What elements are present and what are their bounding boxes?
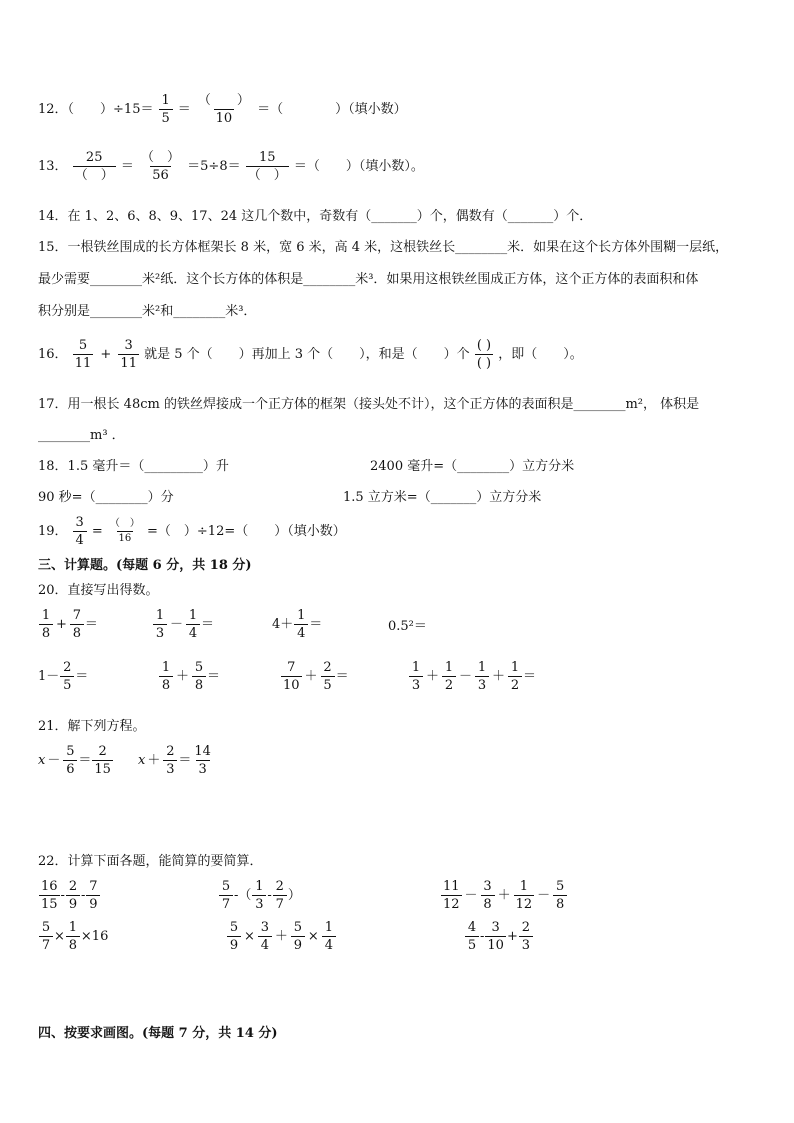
q20-expr-6: $\frac{1}{8}$ ＋ $\frac{5}{8}$ ＝ [158, 660, 220, 693]
q20-expr-7: $\frac{7}{10}$ ＋ $\frac{2}{5}$ ＝ [283, 660, 349, 693]
section-4-heading: 四、按要求画图。(每题 7 分，共 14 分) [38, 1026, 278, 1041]
q22-expr-4: $\frac{5}{7}$ × $\frac{1}{8}$ ×16 [38, 920, 108, 953]
question-17-line-1: 17．用一根长 48cm 的铁丝焊接成一个正方体的框架（接头处不计），这个正方体的表面积是________m²， 体积是 [38, 397, 700, 412]
question-22-title: 22．计算下面各题，能简算的要简算． [38, 854, 263, 869]
fraction: $\frac{( )}{16}$ [109, 518, 140, 544]
q20-expr-4: 0.5²＝ [388, 619, 427, 634]
fraction: $\frac{( )}{10}$ [197, 93, 250, 126]
question-17-line-2: ________m³ ． [38, 428, 125, 443]
q21-equation-2: x ＋ $\frac{2}{3}$ ＝ $\frac{14}{3}$ [138, 744, 211, 777]
q22-expr-5: $\frac{5}{9}$ × $\frac{3}{4}$ ＋ $\frac{5}{9}$ × $\frac{1}{4}$ [226, 920, 337, 953]
fraction: $\frac{( )}{56}$ [141, 150, 181, 183]
question-15-line-3: 积分别是________米²和________米³． [38, 304, 257, 319]
question-18-a: 18．1.5 毫升＝（_________）升 [38, 459, 229, 474]
question-15-line-1: 15．一根铁丝围成的长方体框架长 8 米，宽 6 米，高 4 米，这根铁丝长________米．如果在这个长方体外围糊一层纸， [38, 240, 729, 255]
q20-expr-2: $\frac{1}{3}$ － $\frac{1}{4}$ ＝ [152, 608, 214, 641]
q22-expr-1: $\frac{16}{15}$ - $\frac{2}{9}$ - $\frac{7}{9}$ [38, 879, 101, 912]
question-18-c: 90 秒=（________）分 [38, 490, 174, 505]
question-14: 14．在 1、2、6、8、9、17、24 这几个数中，奇数有（_______）个，偶数有（_______）个． [38, 209, 593, 224]
question-15-line-2: 最少需要________米²纸．这个长方体的体积是________米³．如果用这根铁丝围成正方体，这个正方体的表面积和体 [38, 272, 699, 287]
q22-expr-6: $\frac{4}{5}$ - $\frac{3}{10}$ + $\frac{2}{3}$ [464, 920, 534, 953]
q20-expr-3: 4＋ $\frac{1}{4}$ ＝ [272, 608, 323, 641]
question-19: 19． $\frac{3}{4}$ = $\frac{( )}{16}$ =（ ）÷12=（ ）（填小数） [38, 515, 346, 548]
q22-expr-2: $\frac{5}{7}$ -（ $\frac{1}{3}$ - $\frac{2}{7}$ ） [218, 879, 301, 912]
q20-expr-5: 1－ $\frac{2}{5}$ ＝ [38, 660, 89, 693]
question-13: 13． $\frac{25}{( )}$ ＝ $\frac{( )}{56}$ ＝5÷8＝ $\frac{15}{( )}$ ＝（ ）（填小数）。 [38, 150, 424, 183]
fraction: $\frac{5}{11}$ [74, 338, 92, 371]
section-3-heading: 三、计算题。(每题 6 分，共 18 分) [38, 558, 252, 573]
q21-equation-1: x － $\frac{5}{6}$ ＝ $\frac{2}{15}$ [38, 744, 111, 777]
q22-expr-3: $\frac{11}{12}$ － $\frac{3}{8}$ ＋ $\frac{1}{12}$ － $\frac{5}{8}$ [440, 879, 568, 912]
fraction: $\frac{15}{( )}$ [247, 150, 287, 183]
question-16: 16． $\frac{5}{11}$ + $\frac{3}{11}$ 就是 5 个（ ）再加上 3 个（ ），和是（ ）个 $\frac{( )}{( )}$ ，即（ ）。 [38, 338, 583, 371]
question-12: 12．（ ）÷15＝ $\frac{1}{5}$ ＝ $\frac{( )}{10}$ ＝（ ）（填小数） [38, 93, 407, 126]
q20-expr-8: $\frac{1}{3}$ ＋ $\frac{1}{2}$ － $\frac{1}{3}$ ＋ $\frac{1}{2}$ ＝ [408, 660, 536, 693]
question-20-title: 20．直接写出得数。 [38, 583, 159, 598]
question-18-d: 1.5 立方米=（_______）立方分米 [343, 490, 542, 505]
fraction: $\frac{3}{11}$ [120, 338, 137, 371]
fraction: $\frac{( )}{( )}$ [476, 338, 492, 371]
question-21-title: 21．解下列方程。 [38, 719, 146, 734]
q20-expr-1: $\frac{1}{8}$ + $\frac{7}{8}$ ＝ [38, 608, 98, 641]
fraction: $\frac{1}{5}$ [159, 93, 173, 126]
question-18-b: 2400 毫升=（________）立方分米 [370, 459, 575, 474]
fraction: $\frac{3}{4}$ [73, 515, 87, 548]
fraction: $\frac{25}{( )}$ [74, 150, 114, 183]
